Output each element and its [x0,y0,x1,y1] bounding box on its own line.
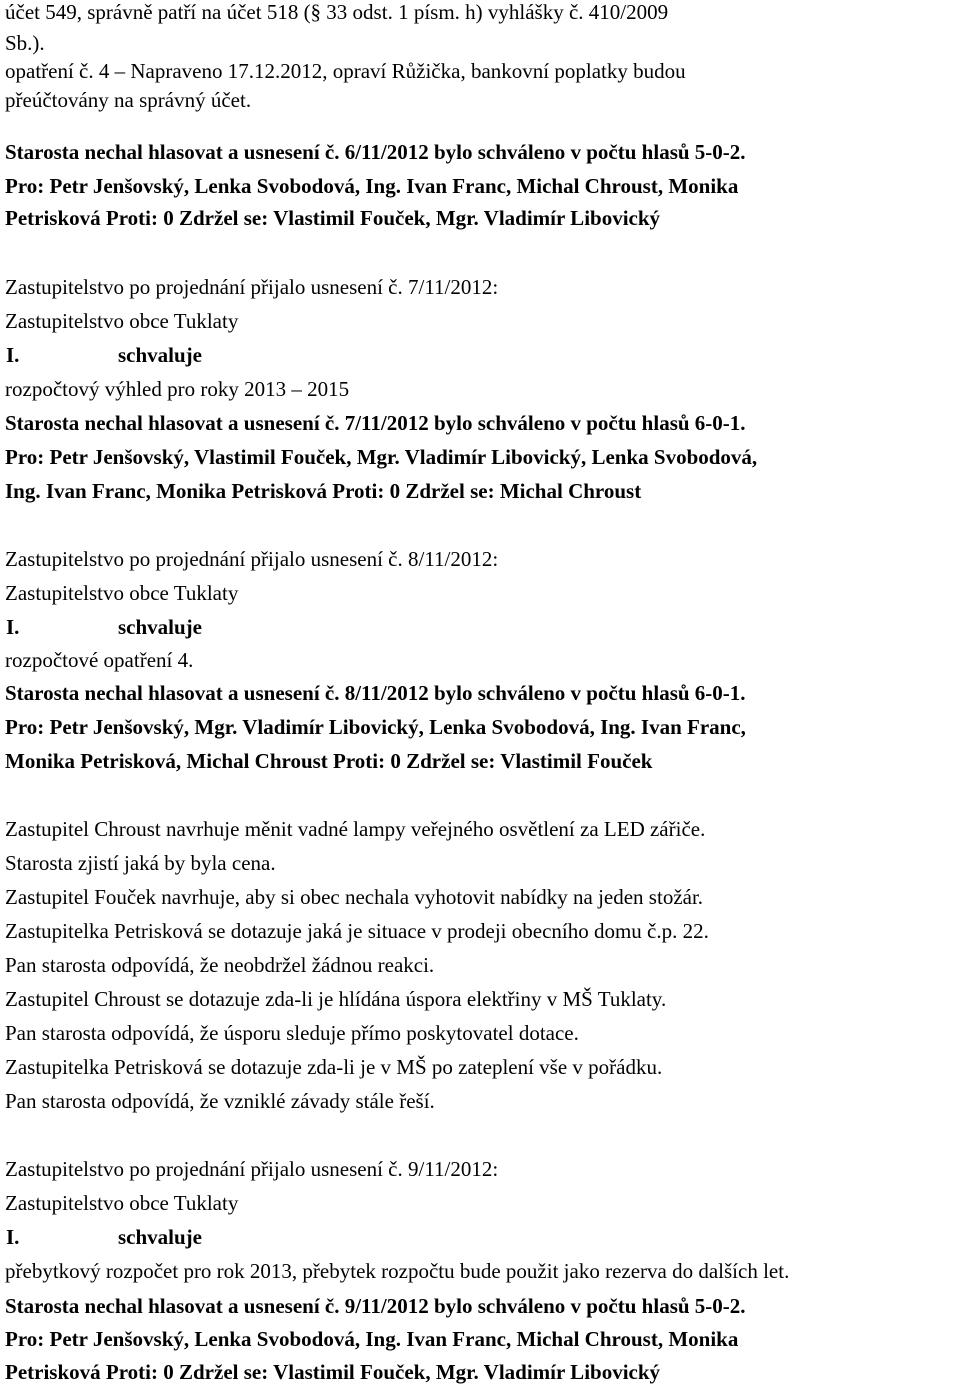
resolution-roman: I. [6,343,20,367]
vote-members: Pro: Petr Jenšovský, Mgr. Vladimír Libovický, Lenka Svobodová, Ing. Ivan Franc, [5,715,746,739]
text-line: účet 549, správně patří na účet 518 (§ 33 odst. 1 písm. h) vyhlášky č. 410/2009 [5,0,669,24]
discussion-line: Zastupitelka Petrisková se dotazuje zda-li je v MŠ po zateplení vše v pořádku. [5,1055,663,1079]
resolution-body: Zastupitelstvo obce Tuklaty [5,581,239,605]
vote-members: Pro: Petr Jenšovský, Vlastimil Fouček, Mgr. Vladimír Libovický, Lenka Svobodová, [5,445,758,469]
vote-result: Starosta nechal hlasovat a usnesení č. 8/11/2012 bylo schváleno v počtu hlasů 6-0-1. [5,681,746,705]
resolution-subject: rozpočtové opatření 4. [5,648,194,672]
vote-members: Petrisková Proti: 0 Zdržel se: Vlastimil Fouček, Mgr. Vladimír Libovický [5,206,661,230]
resolution-intro: Zastupitelstvo po projednání přijalo usnesení č. 9/11/2012: [5,1157,499,1181]
resolution-verb: schvaluje [118,343,202,367]
resolution-verb: schvaluje [118,1225,202,1249]
vote-result: Starosta nechal hlasovat a usnesení č. 6/11/2012 bylo schváleno v počtu hlasů 5-0-2. [5,140,746,164]
text-line: opatření č. 4 – Napraveno 17.12.2012, opraví Růžička, bankovní poplatky budou [5,59,686,83]
discussion-line: Starosta zjistí jaká by byla cena. [5,851,276,875]
text-line: Sb.). [5,31,45,55]
resolution-intro: Zastupitelstvo po projednání přijalo usnesení č. 7/11/2012: [5,275,499,299]
vote-members: Ing. Ivan Franc, Monika Petrisková Proti: 0 Zdržel se: Michal Chroust [5,479,642,503]
resolution-intro: Zastupitelstvo po projednání přijalo usnesení č. 8/11/2012: [5,547,499,571]
vote-members: Monika Petrisková, Michal Chroust Proti: 0 Zdržel se: Vlastimil Fouček [5,749,653,773]
vote-result: Starosta nechal hlasovat a usnesení č. 9/11/2012 bylo schváleno v počtu hlasů 5-0-2. [5,1294,746,1318]
resolution-subject: rozpočtový výhled pro roky 2013 – 2015 [5,377,350,401]
vote-members: Pro: Petr Jenšovský, Lenka Svobodová, Ing. Ivan Franc, Michal Chroust, Monika [5,1327,739,1351]
discussion-line: Zastupitel Chroust se dotazuje zda-li je hlídána úspora elektřiny v MŠ Tuklaty. [5,987,667,1011]
discussion-line: Zastupitel Fouček navrhuje, aby si obec nechala vyhotovit nabídky na jeden stožár. [5,885,704,909]
resolution-verb: schvaluje [118,615,202,639]
resolution-body: Zastupitelstvo obce Tuklaty [5,1191,239,1215]
vote-members: Petrisková Proti: 0 Zdržel se: Vlastimil Fouček, Mgr. Vladimír Libovický [5,1360,661,1384]
discussion-line: Pan starosta odpovídá, že vzniklé závady stále řeší. [5,1089,435,1113]
discussion-line: Pan starosta odpovídá, že úsporu sleduje přímo poskytovatel dotace. [5,1021,579,1045]
discussion-line: Pan starosta odpovídá, že neobdržel žádnou reakci. [5,953,435,977]
text-line: přeúčtovány na správný účet. [5,88,252,112]
resolution-body: Zastupitelstvo obce Tuklaty [5,309,239,333]
vote-members: Pro: Petr Jenšovský, Lenka Svobodová, Ing. Ivan Franc, Michal Chroust, Monika [5,174,739,198]
resolution-roman: I. [6,1225,20,1249]
resolution-subject: přebytkový rozpočet pro rok 2013, přebytek rozpočtu bude použit jako rezerva do dalších let. [5,1259,790,1283]
discussion-line: Zastupitel Chroust navrhuje měnit vadné lampy veřejného osvětlení za LED zářiče. [5,817,706,841]
discussion-line: Zastupitelka Petrisková se dotazuje jaká je situace v prodeji obecního domu č.p. 22. [5,919,709,943]
resolution-roman: I. [6,615,20,639]
vote-result: Starosta nechal hlasovat a usnesení č. 7/11/2012 bylo schváleno v počtu hlasů 6-0-1. [5,411,746,435]
